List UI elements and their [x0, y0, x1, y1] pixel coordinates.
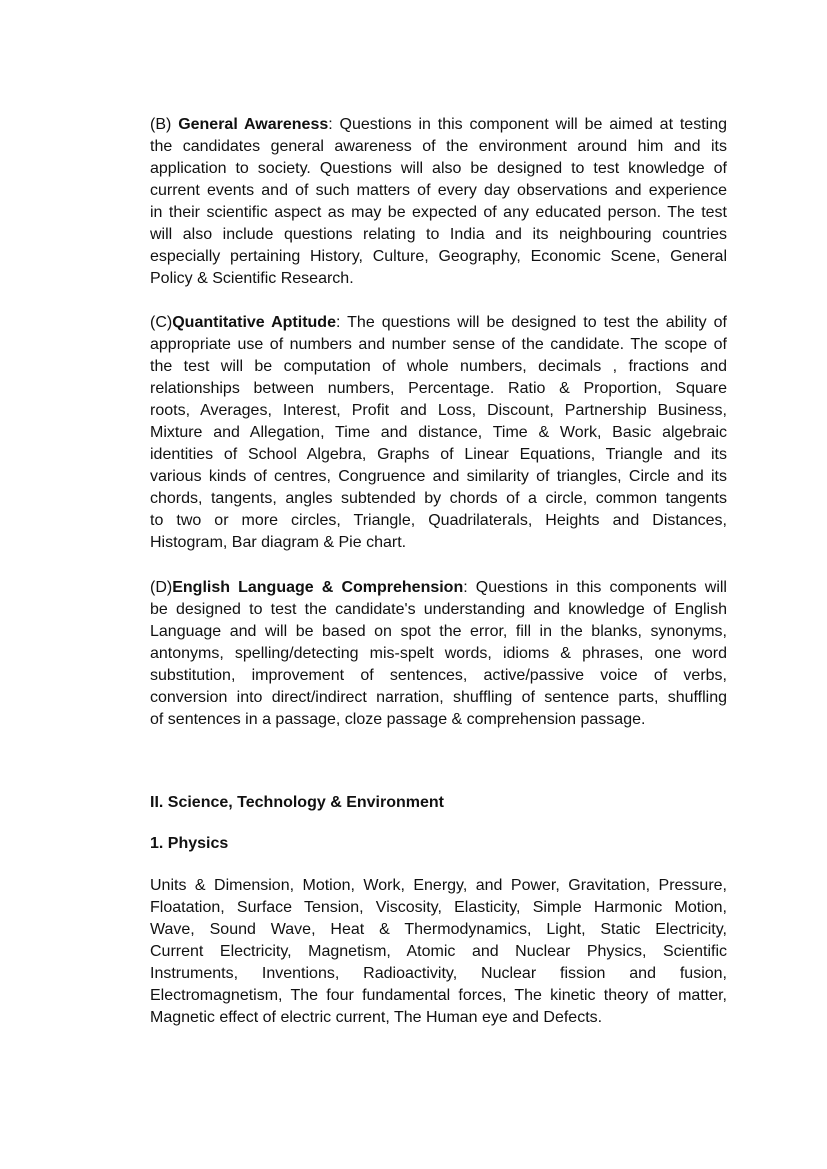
text-line: Language and will be based on spot the error, fill in the blanks, synonyms,: [150, 623, 727, 640]
text-line: Units & Dimension, Motion, Work, Energy, and Power, Gravitation, Pressure,: [150, 877, 727, 894]
section-text: : Questions in this components will: [463, 579, 727, 596]
text-line: antonyms, spelling/detecting mis-spelt words, idioms & phrases, one word: [150, 645, 727, 662]
section-quantitative-aptitude: [150, 312, 727, 554]
text-line: the test will be computation of whole numbers, decimals , fractions and: [150, 358, 727, 375]
section-label: (D): [150, 579, 173, 596]
text-line: substitution, improvement of sentences, active/passive voice of verbs,: [150, 667, 727, 684]
text-line: Mixture and Allegation, Time and distance, Time & Work, Basic algebraic: [150, 424, 727, 441]
text-line: the candidates general awareness of the environment around him and its: [150, 138, 727, 155]
text-line: current events and of such matters of every day observations and experience: [150, 182, 727, 199]
text-line: especially pertaining History, Culture, Geography, Economic Scene, General: [150, 248, 727, 265]
text-line: of sentences in a passage, cloze passage & comprehension passage.: [150, 711, 646, 728]
text-line: various kinds of centres, Congruence and similarity of triangles, Circle and its: [150, 468, 727, 485]
text-line: Wave, Sound Wave, Heat & Thermodynamics, Light, Static Electricity,: [150, 921, 727, 938]
text-line: in their scientific aspect as may be expected of any educated person. The test: [150, 204, 727, 221]
text-line: Instruments, Inventions, Radioactivity, Nuclear fission and fusion,: [150, 965, 727, 982]
text-line: [150, 577, 727, 599]
text-line: identities of School Algebra, Graphs of Linear Equations, Triangle and its: [150, 446, 727, 463]
section-english-language: [150, 577, 727, 731]
text-line: Policy & Scientific Research.: [150, 270, 354, 287]
text-line: Floatation, Surface Tension, Viscosity, Elasticity, Simple Harmonic Motion,: [150, 899, 727, 916]
text-line: conversion into direct/indirect narration, shuffling of sentence parts, shuffling: [150, 689, 727, 706]
text-line: be designed to test the candidate's understanding and knowledge of English: [150, 601, 727, 618]
text-line: Magnetic effect of electric current, The Human eye and Defects.: [150, 1009, 603, 1026]
text-line: application to society. Questions will also be designed to test knowledge of: [150, 160, 727, 177]
text-line: chords, tangents, angles subtended by chords of a circle, common tangents: [150, 490, 727, 507]
section-general-awareness: [150, 114, 727, 290]
section-title: English Language & Comprehension: [172, 579, 464, 596]
part-heading: II. Science, Technology & Environment: [150, 794, 444, 811]
section-label: (C): [150, 314, 173, 331]
text-line: Electromagnetism, The four fundamental forces, The kinetic theory of matter,: [150, 987, 727, 1004]
text-line: Current Electricity, Magnetism, Atomic and Nuclear Physics, Scientific: [150, 943, 727, 960]
text-line: relationships between numbers, Percentage. Ratio & Proportion, Square: [150, 380, 727, 397]
section-label: (B): [150, 116, 179, 133]
text-line: [150, 114, 727, 136]
text-line: [150, 312, 727, 334]
section-text: : The questions will be designed to test the ability of: [335, 314, 727, 331]
text-line: to two or more circles, Triangle, Quadrilaterals, Heights and Distances,: [150, 512, 727, 529]
text-line: will also include questions relating to India and its neighbouring countries: [150, 226, 727, 243]
section-text: : Questions in this component will be aimed at testing: [328, 116, 728, 133]
text-line: roots, Averages, Interest, Profit and Loss, Discount, Partnership Business,: [150, 402, 727, 419]
text-line: appropriate use of numbers and number sense of the candidate. The scope of: [150, 336, 727, 353]
physics-topics: [150, 875, 727, 1029]
physics-heading: 1. Physics: [150, 835, 229, 852]
section-title: General Awareness: [178, 116, 329, 133]
section-title: Quantitative Aptitude: [172, 314, 336, 331]
text-line: Histogram, Bar diagram & Pie chart.: [150, 534, 407, 551]
